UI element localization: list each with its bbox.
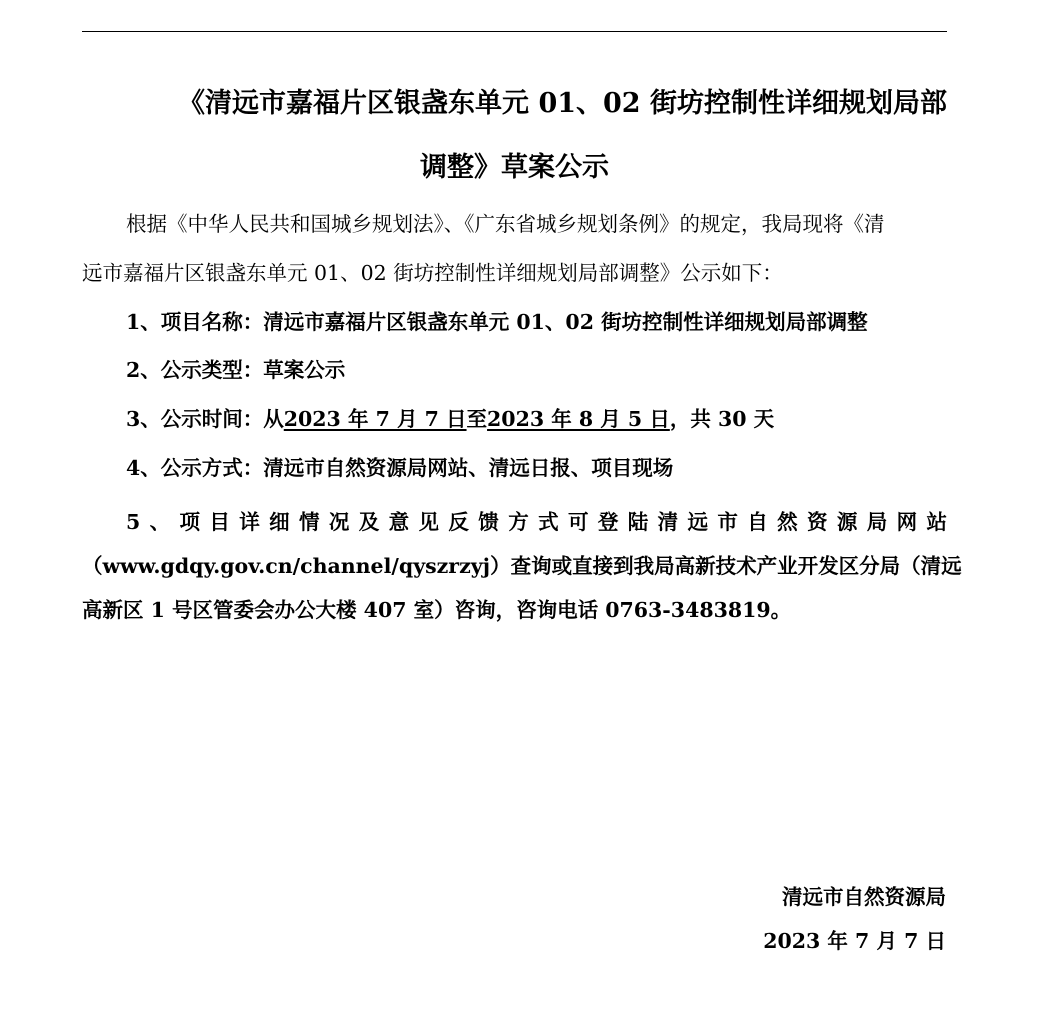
intro-line-2: 远市嘉福片区银盏东单元 01、02 街坊控制性详细规划局部调整》公示如下： [82,261,783,285]
item-details-line-1: 5、项目详细情况及意见反馈方式可登陆清远市自然资源局网站 [126,510,947,534]
notice-period-suffix: ，共 30 天 [669,407,775,431]
notice-end-date: 2023 年 8 月 5 日 [487,407,670,431]
document-title-line-1: 《清远市嘉福片区银盏东单元 01、02 街坊控制性详细规划局部 [178,88,947,119]
top-rule [82,31,947,32]
signature-organization: 清远市自然资源局 [782,885,946,909]
item-project-name: 1、项目名称：清远市嘉福片区银盏东单元 01、02 街坊控制性详细规划局部调整 [126,310,868,334]
notice-start-date: 2023 年 7 月 7 日 [283,407,467,431]
document-title-line-2: 调整》草案公示 [420,152,609,183]
notice-period-middle: 至 [466,407,488,431]
intro-line-1: 根据《中华人民共和国城乡规划法》、《广东省城乡规划条例》的规定，我局现将《清 [126,212,885,236]
notice-period-prefix: 3、公示时间：从 [126,407,284,431]
signature-date: 2023 年 7 月 7 日 [763,929,946,953]
item-notice-method: 4、公示方式：清远市自然资源局网站、清远日报、项目现场 [126,456,674,480]
item-notice-period [126,405,947,433]
item-details-line-3: 高新区 1 号区管委会办公大楼 407 室）咨询，咨询电话 0763-3483819。 [82,598,792,622]
item-details-line-2: （www.gdqy.gov.cn/channel/qyszrzyj）查询或直接到我局高新技术产业开发区分局（清远 [82,554,962,578]
item-notice-type: 2、公示类型：草案公示 [126,358,346,382]
